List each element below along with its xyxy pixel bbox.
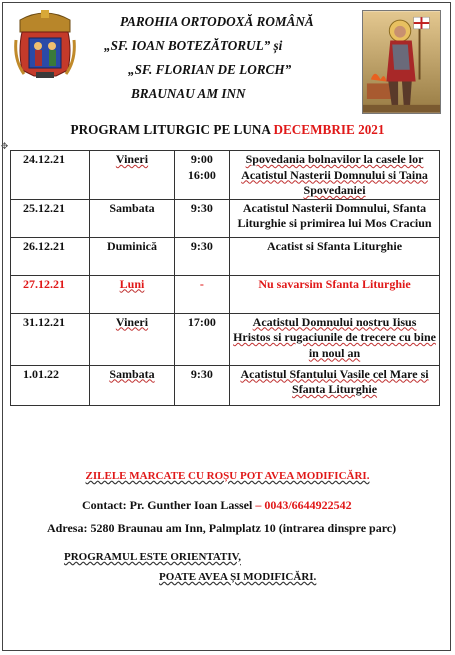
day-cell — [90, 313, 175, 365]
orientative-note — [64, 551, 241, 563]
time-label-2: 16:00 — [187, 167, 216, 182]
header-line-3: „SF. FLORIAN DE LORCH” — [128, 62, 292, 77]
header-line-1: PAROHIA ORTODOXĂ ROMÂNĂ — [120, 14, 314, 29]
description-label: Acatistul Domnului nostru Iisus Hristos si rugaciunile de trecere cu bine in noul an — [233, 314, 436, 360]
day-cell: Sambata — [90, 199, 175, 237]
description-cell — [230, 365, 440, 405]
date-cell: 25.12.21 — [11, 199, 90, 237]
day-cell: Duminică — [90, 237, 175, 275]
contact-label: Contact: Pr. Gunther Ioan Lassel — [82, 498, 253, 512]
table-row — [11, 151, 440, 200]
church-emblem-icon — [14, 10, 76, 80]
description-cell: Nu savarsim Sfanta Liturghie — [230, 275, 440, 313]
program-title-month: DECEMBRIE 2021 — [273, 122, 385, 137]
date-cell: 26.12.21 — [11, 237, 90, 275]
modification-note-text: ZILELE MARCATE CU ROȘU POT AVEA MODIFICĂRI. — [85, 470, 370, 482]
time-cell: 9:30 — [174, 199, 229, 237]
program-title — [0, 122, 455, 138]
saint-icon-picture — [362, 10, 441, 114]
contact-line — [82, 498, 352, 513]
parish-header — [80, 10, 360, 106]
description-cell: Acatist si Sfanta Liturghie — [230, 237, 440, 275]
time-cell: 9:30 — [174, 237, 229, 275]
table-row — [11, 313, 440, 365]
table-row — [11, 365, 440, 405]
description-label: Spovedania bolnavilor la casele lor Acatistul Nasterii Domnului si Taina Spovedaniei — [241, 152, 428, 197]
day-label: Luni — [119, 276, 145, 291]
date-cell: 27.12.21 — [11, 275, 90, 313]
date-cell: 31.12.21 — [11, 313, 90, 365]
address-line: Adresa: 5280 Braunau am Inn, Palmplatz 10 (intrarea dinspre parc) — [47, 521, 397, 535]
table-row — [11, 199, 440, 237]
description-label: Acatistul Sfantului Vasile cel Mare si Sfanta Liturghie — [240, 366, 429, 396]
time-cell: 17:00 — [174, 313, 229, 365]
day-label: Vineri — [115, 152, 149, 166]
header-line-2: „SF. IOAN BOTEZĂTORUL” și — [104, 38, 283, 53]
time-cell: - — [174, 275, 229, 313]
description-cell — [230, 151, 440, 200]
description-cell — [230, 313, 440, 365]
liturgical-schedule-table — [10, 150, 440, 406]
table-row — [11, 275, 440, 313]
table-move-anchor-icon[interactable]: ✥ — [0, 142, 9, 152]
table-row — [11, 237, 440, 275]
header-line-4: BRAUNAU AM INN — [131, 86, 246, 101]
day-label: Vineri — [115, 314, 149, 329]
day-label: Sambata — [109, 366, 155, 381]
date-cell: 24.12.21 — [11, 151, 90, 200]
time-cell: 9:30 — [174, 365, 229, 405]
contact-phone: – 0043/6644922542 — [255, 498, 352, 512]
description-cell: Acatistul Nasterii Domnului, Sfanta Liturghie si primirea lui Mos Craciun — [230, 199, 440, 237]
day-cell — [90, 151, 175, 200]
day-cell — [90, 275, 175, 313]
changes-note — [159, 571, 316, 583]
orientative-note-text: PROGRAMUL ESTE ORIENTATIV, — [64, 551, 241, 563]
time-cell — [174, 151, 229, 200]
program-title-prefix: PROGRAM LITURGIC PE LUNA — [70, 122, 271, 137]
changes-note-text: POATE AVEA ȘI MODIFICĂRI. — [159, 571, 317, 583]
time-label: 9:00 — [190, 152, 213, 166]
modification-note — [0, 470, 455, 482]
date-cell: 1.01.22 — [11, 365, 90, 405]
day-cell — [90, 365, 175, 405]
